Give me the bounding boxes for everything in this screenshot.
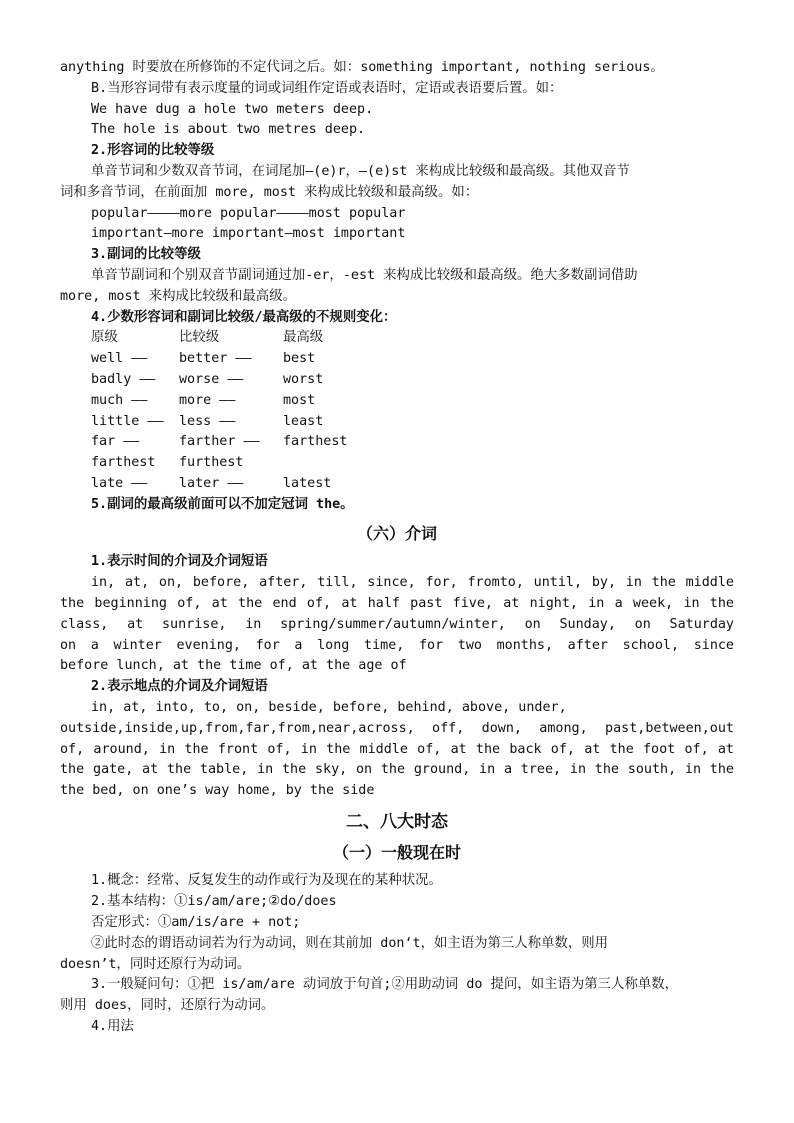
chapter-heading-tenses: 二、八大时态 (346, 811, 448, 832)
table-cell: furthest (179, 455, 244, 471)
table-row (60, 349, 734, 370)
table-cell: later —— (179, 475, 244, 491)
subheading-place-prepositions: 2.表示地点的介词及介词短语 (91, 679, 268, 695)
table-row (60, 453, 734, 474)
section-heading-simple-present: （一）一般现在时 (332, 842, 461, 862)
subheading-adv-comparison: 3.副词的比较等级 (91, 247, 201, 263)
table-cell: least (283, 413, 324, 429)
table-cell: worst (283, 371, 324, 387)
table-header-cell: 原级 (91, 330, 118, 346)
table-cell: farthest (91, 455, 156, 471)
table-cell: well —— (91, 351, 148, 367)
subheading-adv-superlative: 5.副词的最高级前面可以不加定冠词 the。 (91, 496, 354, 512)
table-cell: more —— (179, 392, 236, 408)
table-cell: badly —— (91, 371, 156, 387)
text-line: 1.概念：经常、反复发生的动作或行为及现在的某种状况。 (91, 873, 442, 889)
table-cell: most (283, 392, 316, 408)
text-line: 词和多音节词，在前面加 more, most 来构成比较级和最高级。如： (60, 184, 479, 200)
table-row (60, 432, 734, 453)
table-header-cell: 比较级 (179, 330, 220, 346)
table-row (60, 370, 734, 391)
table-header-cell: 最高级 (283, 330, 324, 346)
text-line: 单音节副词和个别双音节副词通过加-er，-est 来构成比较级和最高级。绝大多数副词借助 (91, 267, 638, 283)
text-line: 否定形式：①am/is/are + not; (91, 915, 301, 931)
table-cell: little —— (91, 413, 164, 429)
table-cell: far —— (91, 434, 140, 450)
text-line: on a winter evening, for a long time, for two months, after school, since (60, 637, 734, 653)
section-heading-prepositions: （六）介词 (356, 523, 437, 543)
text-line: the gate, at the table, in the sky, on the ground, in a tree, in the south, in the (60, 762, 734, 778)
example-sentence: The hole is about two metres deep. (91, 122, 366, 138)
text-line: 单音节词和少数双音节词，在词尾加—(e)r，—(e)st 来构成比较级和最高级。其他双音节 (91, 163, 630, 179)
irregular-table-header (60, 328, 734, 349)
example-sentence: We have dug a hole two meters deep. (91, 101, 374, 117)
text-line: 2.基本结构：①is/am/are;②do/does (91, 894, 337, 910)
table-cell: much —— (91, 392, 148, 408)
text-line: class, at sunrise, in spring/summer/autumn/winter, on Sunday, on Saturday (60, 616, 734, 632)
table-cell: better —— (179, 351, 252, 367)
subheading-irregular-forms: 4.少数形容词和副词比较级/最高级的不规则变化： (91, 309, 397, 325)
text-line: outside,inside,up,from,far,from,near,across, off, down, among, past,between,out (60, 720, 734, 736)
text-line: in, at, on, before, after, till, since, for, fromto, until, by, in the middle (91, 575, 734, 591)
text-line: 则用 does，同时，还原行为动词。 (60, 998, 275, 1014)
subheading-time-prepositions: 1.表示时间的介词及介词短语 (91, 554, 268, 570)
table-cell: farther —— (179, 434, 260, 450)
table-cell: worse —— (179, 371, 244, 387)
text-line: in, at, into, to, on, beside, before, behind, above, under, (91, 699, 567, 715)
text-line: before lunch, at the time of, at the age of (60, 658, 407, 674)
example-line: popular————more popular————most popular (91, 205, 406, 221)
text-line: 4.用法 (91, 1019, 134, 1035)
text-line: ②此时态的谓语动词若为行为动词，则在其前加 don‘t，如主语为第三人称单数，则用 (91, 935, 609, 951)
text-line: more, most 来构成比较级和最高级。 (60, 288, 296, 304)
text-line: 3.一般疑问句：①把 is/am/are 动词放于句首;②用助动词 do 提问，如主语为第三人称单数， (91, 977, 679, 993)
table-cell: less —— (179, 413, 236, 429)
text-line: B.当形容词带有表示度量的词或词组作定语或表语时，定语或表语要后置。如： (91, 80, 563, 96)
table-row (60, 412, 734, 433)
table-row (60, 474, 734, 495)
table-cell: farthest (283, 434, 348, 450)
document-page (60, 58, 734, 1038)
table-cell: best (283, 351, 316, 367)
text-line: anything 时要放在所修饰的不定代词之后。如：something important, nothing serious。 (60, 60, 664, 75)
text-line: the beginning of, at the end of, at half past five, at night, in a week, in the (60, 595, 734, 611)
table-row (60, 391, 734, 412)
text-line: of, around, in the front of, in the middle of, at the back of, at the foot of, at (60, 741, 734, 757)
table-cell: latest (283, 475, 332, 491)
text-line: the bed, on one’s way home, by the side (60, 783, 375, 799)
example-line: important—more important—most important (91, 226, 406, 242)
table-cell: late —— (91, 475, 148, 491)
text-line: doesn’t，同时还原行为动词。 (60, 956, 251, 972)
subheading-adj-comparison: 2.形容词的比较等级 (91, 143, 215, 159)
